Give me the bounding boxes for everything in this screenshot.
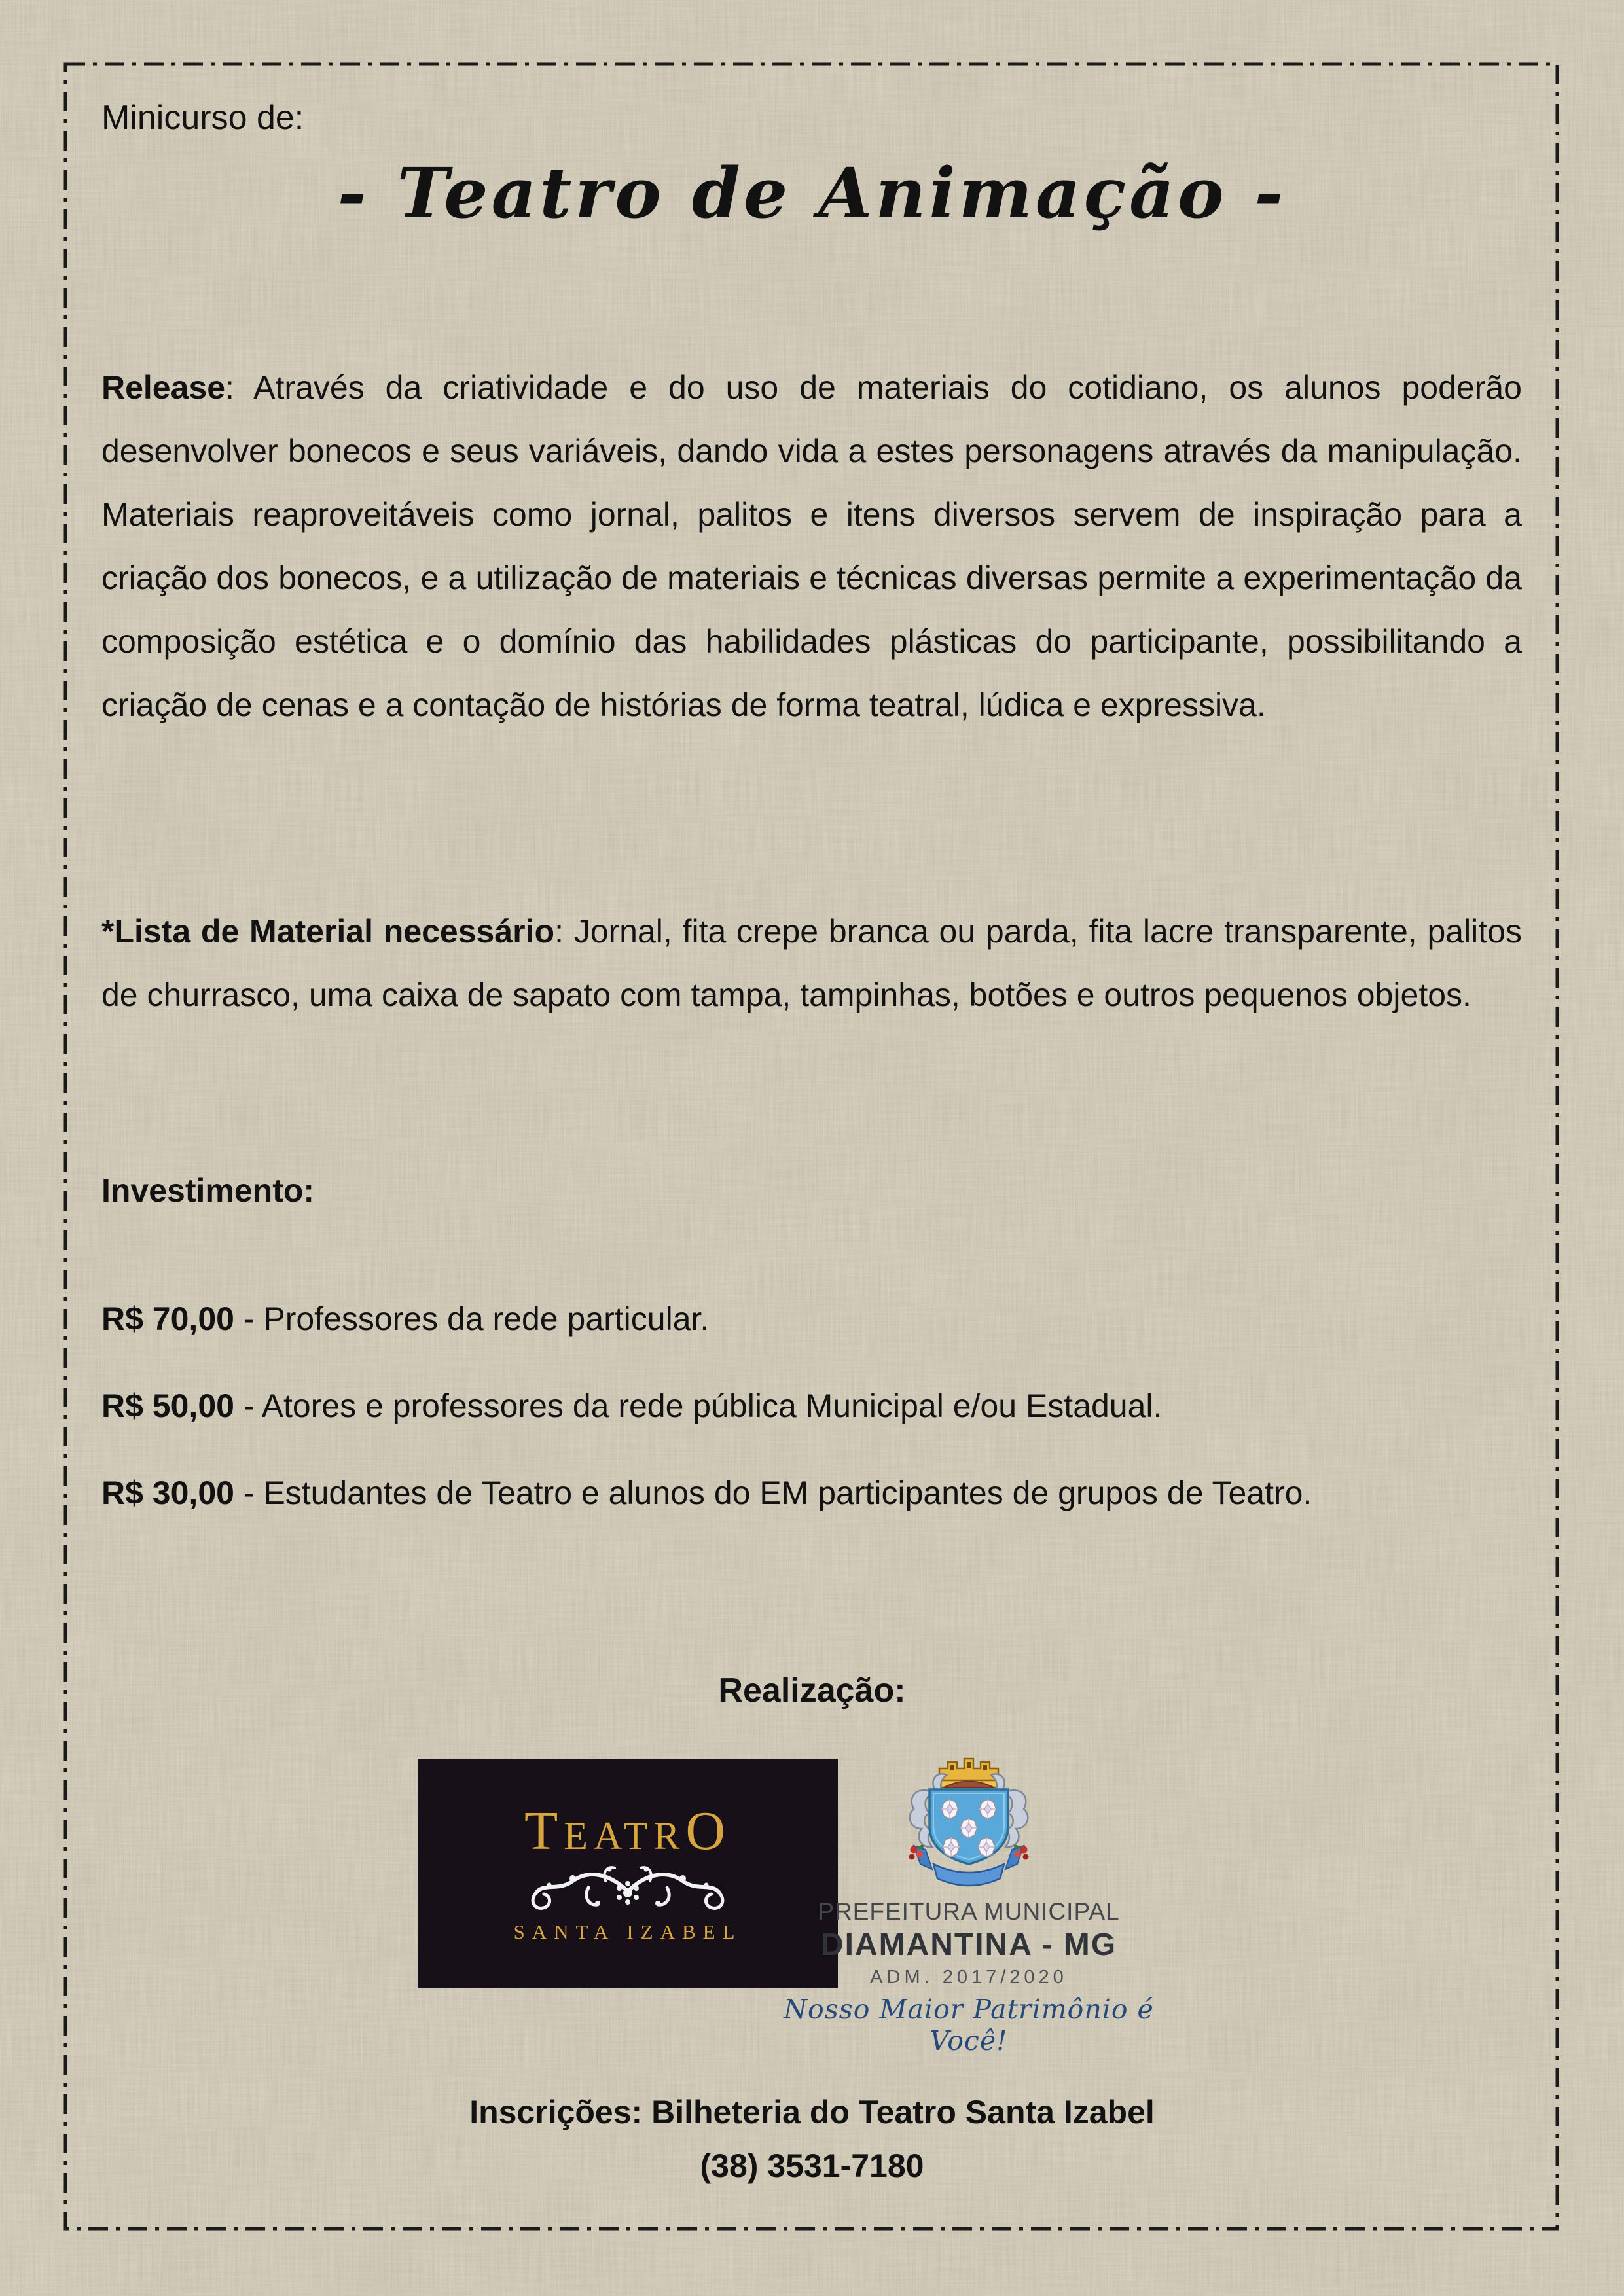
investment-item-text: - Professores da rede particular. [234, 1300, 710, 1337]
teatro-wordmark-eatr: EATR [564, 1814, 686, 1857]
coat-of-arms-icon [903, 1754, 1034, 1890]
realization-heading: Realização: [718, 1672, 906, 1710]
phone-number: (38) 3531-7180 [700, 2147, 924, 2184]
teatro-logo-subtitle: SANTA IZABEL [513, 1920, 742, 1943]
prefeitura-diamantina-logo [772, 1754, 1165, 2056]
teatro-wordmark-o: O [685, 1800, 731, 1861]
price-label: R$ 70,00 [101, 1300, 234, 1337]
footer-inscriptions [0, 2085, 1624, 2193]
teatro-logo-wordmark [524, 1800, 731, 1861]
inscriptions-line: Inscrições: Bilheteria do Teatro Santa Izabel [469, 2094, 1155, 2130]
investment-item-text: - Atores e professores da rede pública Municipal e/ou Estadual. [234, 1388, 1163, 1424]
materials-text: : Jornal, fita crepe branca ou parda, fita lacre transparente, palitos de churrasco, uma caixa de sapato com tampa, tampinhas, botões e outros pequenos objetos. [101, 913, 1522, 1013]
price-label: R$ 30,00 [101, 1475, 234, 1511]
prefeitura-slogan: Nosso Maior Patrimônio é Você! [784, 1994, 1154, 2056]
price-label: R$ 50,00 [101, 1388, 234, 1424]
minicurso-label: Minicurso de: [101, 99, 304, 137]
investment-item-30 [101, 1462, 1522, 1525]
investment-item-50 [101, 1374, 1522, 1438]
flourish-ornament-icon [510, 1859, 746, 1916]
release-paragraph [101, 356, 1522, 737]
release-text: : Através da criatividade e do uso de materiais do cotidiano, os alunos poderão desenvolver bonecos e seus variáveis, dando vida a estes personagens através da manipulação. Materiais reaproveitáveis como jornal, palitos e itens diversos servem de inspiração para a criação dos bonecos, e a utilização de materiais e técnicas diversas permite a experimentação da composição estética e o domínio das habilidades plásticas do participante, possibilitando a criação de cenas e a contação de histórias de forma teatral, lúdica e expressiva. [101, 369, 1522, 723]
teatro-wordmark-t: T [524, 1800, 564, 1861]
investment-item-text: - Estudantes de Teatro e alunos do EM participantes de grupos de Teatro. [234, 1475, 1312, 1511]
materials-label: *Lista de Material necessário [101, 913, 555, 950]
prefeitura-name: PREFEITURA MUNICIPAL [818, 1898, 1120, 1925]
prefeitura-administration: ADM. 2017/2020 [870, 1967, 1068, 1988]
page-title: - Teatro de Animação - [337, 152, 1287, 234]
investment-heading: Investimento: [101, 1172, 315, 1209]
investment-item-70 [101, 1287, 1522, 1351]
materials-paragraph [101, 900, 1522, 1027]
release-label: Release [101, 369, 226, 406]
prefeitura-city: DIAMANTINA - MG [820, 1928, 1117, 1962]
